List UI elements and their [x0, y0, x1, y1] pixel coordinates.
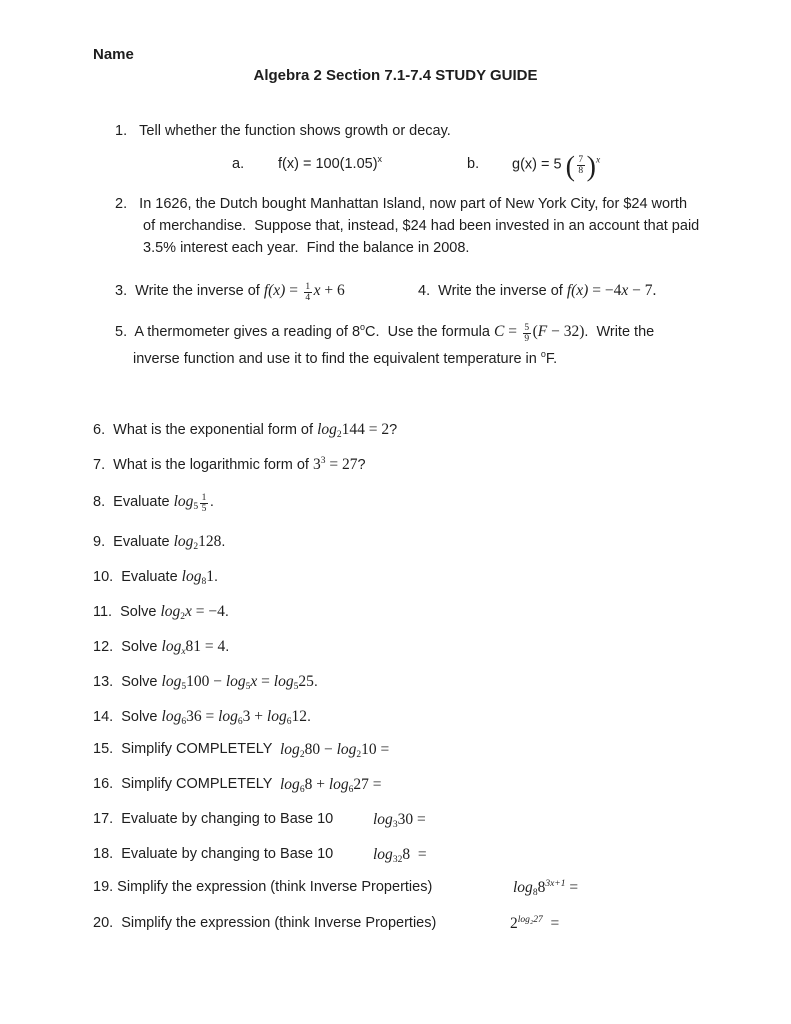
- seg-frac: $\frac{5}{9}$: [524, 322, 530, 344]
- question-1: [115, 122, 451, 141]
- seg-txt: 14. Solve: [93, 709, 162, 725]
- question-12: [93, 637, 229, 657]
- seg-m: x: [621, 282, 629, 299]
- seg-sub: 5: [293, 682, 299, 692]
- seg-txt: inverse function and use it to find the equivalent temperature in: [133, 351, 541, 367]
- seg-m: log: [280, 776, 300, 793]
- seg-m: log: [181, 568, 202, 585]
- seg-txt: 7. What is the logarithmic form of: [93, 457, 313, 473]
- seg-txt: 12. Solve: [93, 639, 162, 655]
- seg-txt: f(x) = 100(1.05): [278, 156, 378, 172]
- seg-mn: + 6: [320, 282, 345, 299]
- seg-txt: .: [306, 709, 311, 725]
- seg-mn: 3 +: [242, 708, 267, 725]
- seg-m: F: [537, 323, 548, 340]
- question-17: [93, 810, 426, 830]
- seg-txt: 5. A thermometer gives a reading of 8: [115, 324, 361, 340]
- question-2-line-2: [143, 217, 699, 236]
- seg-sub: 6: [299, 785, 305, 795]
- seg-supm: x: [596, 155, 601, 166]
- seg-sub: 5: [245, 682, 251, 692]
- seg-sub: 6: [286, 717, 292, 727]
- seg-mn: − 32): [547, 323, 585, 340]
- question-16-expression: [280, 775, 382, 795]
- seg-txt: of merchandise. Suppose that, instead, $24 had been invested in an account that paid: [143, 218, 700, 234]
- seg-tsup: x: [377, 154, 383, 165]
- seg-supn: 3: [320, 456, 326, 467]
- seg-sub: 5: [181, 682, 187, 692]
- seg-mn: 144 = 2: [341, 421, 390, 438]
- seg-m: log: [336, 741, 357, 758]
- seg-subi: x: [181, 647, 186, 657]
- question-20: [93, 914, 560, 933]
- seg-supm: log₂27: [517, 915, 543, 926]
- seg-mn: 8 +: [304, 776, 329, 793]
- seg-mn: 27 =: [353, 776, 382, 793]
- seg-sub: 8: [532, 888, 538, 898]
- question-16-label: [93, 776, 272, 792]
- seg-txt: 6. What is the exponential form of: [93, 422, 318, 438]
- seg-frac: $\frac{1}{5}$: [201, 492, 207, 514]
- seg-txt: ?: [389, 422, 398, 438]
- seg-m: log: [218, 708, 238, 725]
- question-2-line-1: [115, 195, 687, 214]
- seg-mn: 100 −: [186, 673, 226, 690]
- seg-sub: 2: [356, 750, 362, 760]
- seg-txt: a.: [232, 156, 245, 172]
- question-14: [93, 707, 311, 727]
- seg-txt: 3. Write the inverse of: [115, 283, 264, 299]
- question-10: [93, 567, 218, 587]
- question-1a-expression: [278, 155, 382, 174]
- question-1b-expression: [512, 151, 601, 183]
- question-18-label: [93, 846, 333, 862]
- seg-sub: 2: [193, 542, 199, 552]
- seg-m: log: [161, 638, 182, 655]
- question-20-label: [93, 915, 436, 931]
- seg-sub: 5: [193, 502, 199, 512]
- seg-m: log: [513, 879, 533, 896]
- seg-txt: F.: [545, 351, 558, 367]
- seg-m: x: [185, 603, 192, 620]
- seg-sub: 6: [237, 717, 243, 727]
- seg-m: log: [173, 493, 194, 510]
- seg-m: log: [266, 708, 287, 725]
- question-19: [93, 878, 579, 898]
- seg-txt: g(x) = 5: [512, 156, 566, 173]
- question-3-and-4-row: [115, 281, 657, 303]
- seg-txt: 17. Evaluate by changing to Base 10: [93, 811, 334, 827]
- seg-txt: 16. Simplify COMPLETELY: [93, 776, 273, 792]
- seg-m: C: [493, 323, 505, 340]
- question-15-label: [93, 741, 272, 757]
- question-7: [93, 455, 366, 475]
- seg-txt: b.: [467, 156, 480, 172]
- seg-m: log: [317, 421, 337, 438]
- seg-mn: 81 = 4: [185, 638, 226, 655]
- seg-m: log: [160, 603, 181, 620]
- seg-mn: 25: [298, 673, 314, 690]
- seg-mn: 80 −: [304, 741, 337, 758]
- question-17-label: [93, 811, 333, 827]
- question-17-expression: [373, 810, 426, 830]
- seg-mn: 12: [291, 708, 307, 725]
- seg-m: x: [313, 282, 321, 299]
- question-6: [93, 420, 397, 440]
- seg-mn: 128: [198, 533, 222, 550]
- seg-txt: .: [313, 674, 318, 690]
- seg-txt: 19. Simplify the expression (think Inverse Properties): [93, 879, 433, 895]
- seg-mn: = 27: [325, 456, 358, 473]
- seg-supm: 3x+1: [545, 879, 566, 890]
- seg-m: log: [273, 673, 294, 690]
- seg-sub: 3: [392, 820, 398, 830]
- seg-txt: 4. Write the inverse of: [418, 283, 567, 299]
- seg-sub: 6: [348, 785, 354, 795]
- seg-mn: 2: [510, 915, 518, 932]
- question-3: [115, 281, 345, 303]
- seg-txt: 20. Simplify the expression (think Inverse Properties): [93, 915, 437, 931]
- seg-sub: 8: [201, 577, 207, 587]
- seg-txt: .: [224, 604, 229, 620]
- worksheet-title: Algebra 2 Section 7.1-7.4 STUDY GUIDE: [253, 67, 538, 84]
- question-5-line-2: [133, 350, 557, 369]
- seg-mn: 30 =: [397, 811, 426, 828]
- seg-mn: =: [257, 673, 274, 690]
- question-13: [93, 672, 318, 692]
- seg-mn: = −4: [191, 603, 225, 620]
- seg-txt: C. Use the formula: [365, 324, 494, 340]
- question-18: [93, 845, 427, 865]
- seg-mn: =: [285, 282, 302, 299]
- seg-txt: 18. Evaluate by changing to Base 10: [93, 846, 334, 862]
- seg-m: f(x): [566, 282, 589, 299]
- question-18-expression: [373, 845, 427, 865]
- question-19-expression: [513, 878, 578, 898]
- seg-txt: 8. Evaluate: [93, 494, 174, 510]
- seg-m: log: [373, 846, 393, 863]
- seg-txt: 15. Simplify COMPLETELY: [93, 741, 273, 757]
- seg-mn: − 7.: [628, 282, 657, 299]
- seg-txt: 1. Tell whether the function shows growth or decay.: [115, 123, 451, 139]
- seg-mn: =: [504, 323, 521, 340]
- seg-sub: 2: [299, 750, 305, 760]
- seg-frac: $\frac{1}{4}$: [305, 281, 311, 303]
- seg-mn: =: [565, 879, 579, 896]
- seg-mn: = −4: [588, 282, 622, 299]
- seg-mn: 3: [313, 456, 321, 473]
- name-label: Name: [93, 46, 134, 63]
- question-1b-label: [467, 155, 479, 174]
- question-5-line-1: [115, 322, 654, 344]
- seg-bigp: (: [565, 151, 575, 183]
- seg-mn: (: [532, 323, 538, 340]
- seg-bigp: ): [586, 151, 596, 183]
- seg-txt: .: [209, 494, 214, 510]
- question-15: [93, 740, 390, 760]
- question-8: [93, 492, 214, 514]
- question-2-line-3: [143, 239, 469, 258]
- seg-txt: 9. Evaluate: [93, 534, 174, 550]
- seg-sub: 2: [336, 430, 342, 440]
- question-1a-label: [232, 155, 244, 174]
- seg-tsup: o: [540, 349, 546, 360]
- seg-mn: =: [542, 915, 560, 932]
- question-15-expression: [280, 740, 389, 760]
- question-16: [93, 775, 382, 795]
- seg-mn: 10 =: [361, 741, 390, 758]
- seg-m: log: [161, 708, 182, 725]
- question-4: [418, 281, 656, 301]
- seg-mn: 1: [206, 568, 214, 585]
- seg-txt: ?: [357, 457, 366, 473]
- seg-m: log: [373, 811, 393, 828]
- seg-sub: 2: [180, 612, 186, 622]
- seg-txt: 10. Evaluate: [93, 569, 182, 585]
- seg-txt: .: [225, 639, 230, 655]
- seg-tsup: o: [360, 322, 366, 333]
- seg-m: log: [280, 741, 300, 758]
- seg-txt: .: [221, 534, 226, 550]
- seg-m: f(x): [263, 282, 286, 299]
- seg-sub: 6: [181, 717, 187, 727]
- seg-txt: 11. Solve: [93, 604, 161, 620]
- seg-sub: 32: [392, 855, 403, 865]
- question-19-label: [93, 879, 432, 895]
- seg-txt: . Write the: [584, 324, 655, 340]
- seg-mn: 8: [537, 879, 546, 896]
- seg-m: x: [250, 673, 258, 690]
- seg-txt: 13. Solve: [93, 674, 162, 690]
- question-20-expression: [510, 914, 559, 934]
- seg-m: log: [328, 776, 349, 793]
- seg-mn: 8 =: [402, 846, 427, 863]
- question-11: [93, 602, 229, 622]
- seg-m: log: [225, 673, 246, 690]
- seg-frac: $\frac{7}{8}$: [578, 155, 584, 177]
- seg-m: log: [173, 533, 194, 550]
- seg-mn: 36 =: [186, 708, 219, 725]
- seg-txt: 3.5% interest each year. Find the balance in 2008.: [143, 240, 470, 256]
- seg-txt: 2. In 1626, the Dutch bought Manhattan Island, now part of New York City, for $24 worth: [115, 196, 688, 212]
- seg-m: log: [161, 673, 182, 690]
- seg-txt: .: [213, 569, 219, 585]
- question-9: [93, 532, 225, 552]
